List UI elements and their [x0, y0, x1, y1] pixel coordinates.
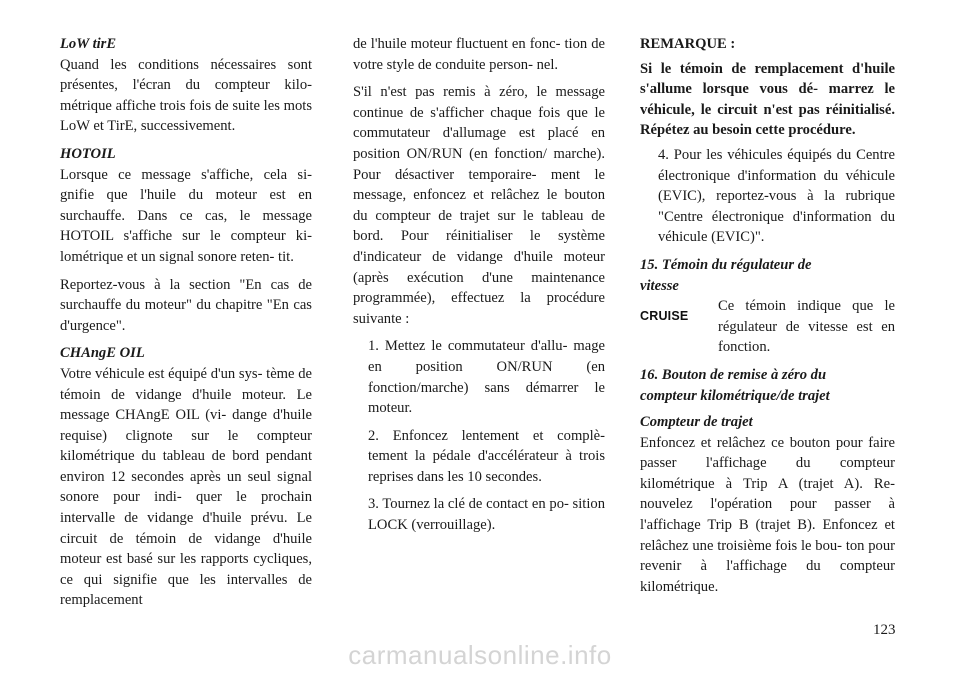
- paragraph-change-oil: Votre véhicule est équipé d'un sys- tème de témoin de vidange d'huile moteur. Le message CHAngE OIL (vi- dange d'huile requise) clignote sur le compteur kilométrique du tableau de bord pendant environ 12 secondes après un seul signal sonore pour indi- quer le prochain intervalle de vidange d'huile prévu. Le circuit de témoin de vidange d'huile moteur est basé sur les rapports cycliques, ce qui signifie que les intervalles de remplacement: [60, 365, 312, 609]
- heading-trip-counter: Compteur de trajet: [640, 414, 753, 431]
- step-2: 2. Enfoncez lentement et complè- tement la pédale d'accélérateur à trois reprises dans les 10 secondes.: [368, 427, 605, 485]
- heading-cruise-line1: 15. Témoin du régulateur de: [640, 256, 812, 273]
- heading-trip-reset-button: [640, 365, 895, 406]
- heading-hotoil: HOTOIL: [60, 145, 116, 162]
- heading-cruise-line2: vitesse: [640, 277, 679, 294]
- page-number: 123: [873, 622, 896, 638]
- note-text: Si le témoin de remplacement d'huile s'allume lorsque vous dé- marrez le véhicule, le circuit n'est pas réinitialisé. Répétez au besoin cette procédure.: [640, 60, 895, 139]
- note-title: REMARQUE :: [640, 36, 736, 52]
- paragraph-low-tire: Quand les conditions nécessaires sont présentes, l'écran du compteur kilo- métrique affiche trois fois de suite les mots LoW et TirE, successivement.: [60, 56, 312, 135]
- paragraph-reportez: Reportez-vous à la section "En cas de surchauffe du moteur" du chapitre "En cas d'urgence".: [60, 276, 312, 334]
- paragraph-trip-counter: Enfoncez et relâchez ce bouton pour faire passer l'affichage du compteur kilométrique à Trip A (trajet A). Re- nouvelez l'opération pour passer à l'affichage Trip B (trajet B). Enfoncez et relâchez une troisième fois le bou- ton pour revenir à l'affichage du compteur kilométrique.: [640, 434, 895, 595]
- heading-trip-reset-line1: 16. Bouton de remise à zéro du: [640, 366, 827, 383]
- watermark: carmanualsonline.info: [348, 640, 612, 670]
- paragraph-reset-procedure: S'il n'est pas remis à zéro, le message continue de s'afficher chaque fois que le commutateur d'allumage est placé en position ON/RUN (en fonction/ marche). Pour désactiver temporaire- ment le message, enfoncez et relâchez le bouton du compteur de trajet sur le tableau de bord. Pour réinitialiser le système d'indicateur de vidange d'huile moteur (après exécution d'une maintenance programmée), effectuez la procédure suivante :: [353, 84, 605, 327]
- heading-trip-reset-line2: compteur kilométrique/de trajet: [640, 387, 830, 404]
- heading-cruise-indicator: [640, 255, 895, 296]
- paragraph-hotoil: Lorsque ce message s'affiche, cela si- gnifie que l'huile du moteur est en surchauffe. Dans ce cas, le message HOTOIL s'affiche sur le compteur ki- lométrique et un signal sonore reten- tit.: [60, 166, 312, 265]
- heading-change-oil: CHAngE OIL: [60, 345, 145, 362]
- step-3: 3. Tournez la clé de contact en po- sition LOCK (verrouillage).: [368, 496, 605, 534]
- step-4: 4. Pour les véhicules équipés du Centre électronique d'information du véhicule (EVIC), reportez-vous à la rubrique "Centre électronique d'information du véhicule (EVIC)".: [658, 146, 895, 246]
- column-middle: [353, 34, 605, 543]
- cruise-indicator-row: [640, 296, 895, 358]
- column-right: [640, 34, 895, 597]
- step-1: 1. Mettez le commutateur d'allu- mage en position ON/RUN (en fonction/marche) sans démarrer le moteur.: [368, 338, 605, 417]
- cruise-icon: CRUISE: [640, 309, 689, 324]
- cruise-description: Ce témoin indique que le régulateur de vitesse est en fonction.: [718, 298, 895, 356]
- paragraph-continuation: de l'huile moteur fluctuent en fonc- tion de votre style de conduite person- nel.: [353, 36, 605, 73]
- heading-low-tire: LoW tirE: [60, 36, 117, 52]
- column-left: [60, 34, 312, 611]
